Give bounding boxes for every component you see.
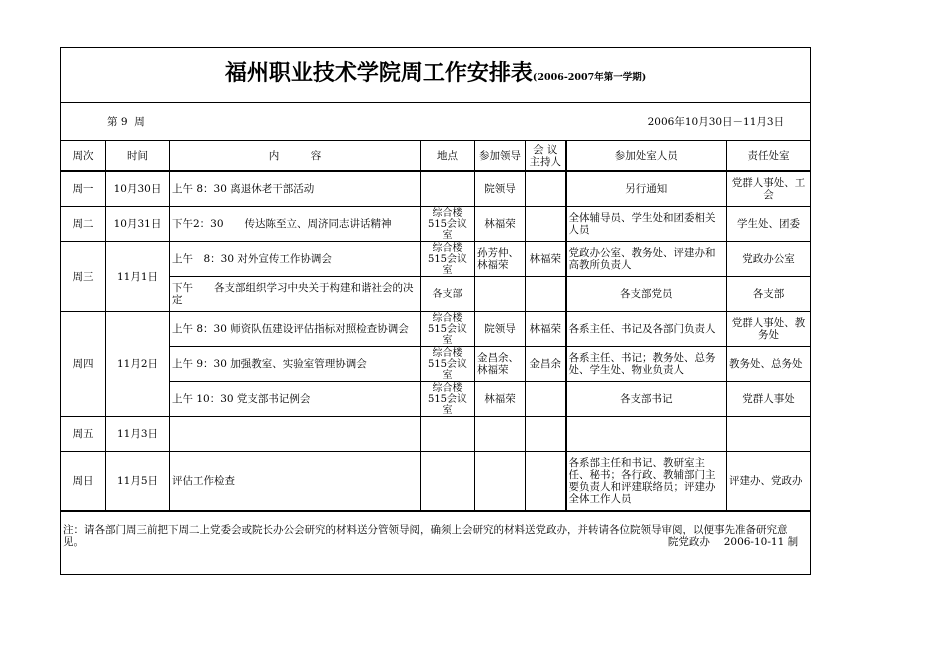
resp-cell: 党群人事处 bbox=[727, 382, 811, 417]
header-row bbox=[61, 141, 811, 172]
date-cell: 11月3日 bbox=[106, 417, 170, 452]
week-info bbox=[61, 103, 811, 141]
table-row bbox=[61, 207, 811, 242]
place-cell bbox=[421, 417, 475, 452]
header-host: 会 议 主持人 bbox=[526, 141, 566, 172]
content-cell: 上午 8：30 师资队伍建设评估指标对照检查协调会 bbox=[170, 312, 421, 347]
date-cell: 11月5日 bbox=[106, 452, 170, 511]
header-time: 时间 bbox=[106, 141, 170, 172]
table-row bbox=[61, 347, 811, 382]
host-cell: 林福荣 bbox=[526, 242, 566, 277]
table-row bbox=[61, 382, 811, 417]
day-cell: 周一 bbox=[61, 171, 106, 207]
week-range: 2006年10月30日－11月3日 bbox=[647, 115, 785, 128]
place-cell: 各支部 bbox=[421, 277, 475, 312]
week-number: 第 9 周 bbox=[107, 115, 145, 128]
content-cell: 下午2：30 传达陈至立、周济同志讲话精神 bbox=[170, 207, 421, 242]
host-cell: 林福荣 bbox=[526, 312, 566, 347]
resp-cell: 教务处、总务处 bbox=[727, 347, 811, 382]
resp-cell: 党政办公室 bbox=[727, 242, 811, 277]
note-signature: 院党政办 2006-10-11 制 bbox=[667, 535, 799, 548]
date-cell: 11月2日 bbox=[106, 312, 170, 417]
resp-cell: 党群人事处、教务处 bbox=[727, 312, 811, 347]
schedule-table bbox=[60, 47, 811, 575]
content-cell: 评估工作检查 bbox=[170, 452, 421, 511]
place-cell: 综合楼515会议室 bbox=[421, 242, 475, 277]
place-cell bbox=[421, 452, 475, 511]
date-cell: 11月1日 bbox=[106, 242, 170, 312]
host-cell bbox=[526, 382, 566, 417]
header-day: 周次 bbox=[61, 141, 106, 172]
day-cell: 周日 bbox=[61, 452, 106, 511]
header-attendees: 参加处室人员 bbox=[566, 141, 727, 172]
attendees-cell: 各支部党员 bbox=[566, 277, 727, 312]
attendees-cell: 各支部书记 bbox=[566, 382, 727, 417]
place-cell: 综合楼515会议室 bbox=[421, 347, 475, 382]
attendees-cell bbox=[566, 417, 727, 452]
attendees-cell: 全体辅导员、学生处和团委相关人员 bbox=[566, 207, 727, 242]
attendees-cell: 各系主任、书记；教务处、总务处、学生处、物业负责人 bbox=[566, 347, 727, 382]
place-cell: 综合楼515会议室 bbox=[421, 207, 475, 242]
leader-cell bbox=[475, 417, 526, 452]
host-cell bbox=[526, 417, 566, 452]
day-cell: 周四 bbox=[61, 312, 106, 417]
place-cell: 综合楼515会议室 bbox=[421, 382, 475, 417]
date-cell: 10月30日 bbox=[106, 171, 170, 207]
leader-cell: 院领导 bbox=[475, 312, 526, 347]
leader-cell: 金昌余、林福荣 bbox=[475, 347, 526, 382]
header-resp: 责任处室 bbox=[727, 141, 811, 172]
day-cell: 周二 bbox=[61, 207, 106, 242]
leader-cell: 孙芳仲、林福荣 bbox=[475, 242, 526, 277]
leader-cell bbox=[475, 452, 526, 511]
attendees-cell: 另行通知 bbox=[566, 171, 727, 207]
content-cell: 下午 各支部组织学习中央关于构建和谐社会的决定 bbox=[170, 277, 421, 312]
place-cell: 综合楼515会议室 bbox=[421, 312, 475, 347]
leader-cell bbox=[475, 277, 526, 312]
content-cell: 上午 8：30 离退休老干部活动 bbox=[170, 171, 421, 207]
resp-cell: 学生处、团委 bbox=[727, 207, 811, 242]
place-cell bbox=[421, 171, 475, 207]
table-row bbox=[61, 312, 811, 347]
table-row bbox=[61, 242, 811, 277]
attendees-cell: 党政办公室、教务处、评建办和高教所负责人 bbox=[566, 242, 727, 277]
resp-cell: 各支部 bbox=[727, 277, 811, 312]
table-row bbox=[61, 171, 811, 207]
date-cell: 10月31日 bbox=[106, 207, 170, 242]
table-row bbox=[61, 417, 811, 452]
day-cell: 周五 bbox=[61, 417, 106, 452]
content-cell bbox=[170, 417, 421, 452]
resp-cell: 党群人事处、工会 bbox=[727, 171, 811, 207]
title-cell bbox=[61, 48, 811, 103]
page-title: 福州职业技术学院周工作安排表 bbox=[224, 59, 533, 86]
header-content: 内 容 bbox=[170, 141, 421, 172]
header-place: 地点 bbox=[421, 141, 475, 172]
content-cell: 上午 10：30 党支部书记例会 bbox=[170, 382, 421, 417]
leader-cell: 林福荣 bbox=[475, 382, 526, 417]
note-text: 注：请各部门周三前把下周二上党委会或院长办公会研究的材料送分管领导阅，确须上会研究的材料送党政办，并转请各位院领导审阅，以便事先准备研究意见。 bbox=[63, 523, 788, 548]
attendees-cell: 各系主任、书记及各部门负责人 bbox=[566, 312, 727, 347]
leader-cell: 林福荣 bbox=[475, 207, 526, 242]
table-row bbox=[61, 277, 811, 312]
content-cell: 上午 8：30 对外宣传工作协调会 bbox=[170, 242, 421, 277]
leader-cell: 院领导 bbox=[475, 171, 526, 207]
host-cell: 金昌余 bbox=[526, 347, 566, 382]
host-cell bbox=[526, 277, 566, 312]
resp-cell: 评建办、党政办 bbox=[727, 452, 811, 511]
attendees-cell: 各系部主任和书记、教研室主任、秘书；各行政、教辅部门主要负责人和评建联络员；评建办全体工作人员 bbox=[566, 452, 727, 511]
table-row bbox=[61, 452, 811, 511]
header-leader: 参加领导 bbox=[475, 141, 526, 172]
note-cell bbox=[61, 511, 811, 575]
host-cell bbox=[526, 452, 566, 511]
day-cell: 周三 bbox=[61, 242, 106, 312]
host-cell bbox=[526, 207, 566, 242]
resp-cell bbox=[727, 417, 811, 452]
term-subtitle: (2006-2007年第一学期) bbox=[532, 71, 647, 83]
host-cell bbox=[526, 171, 566, 207]
content-cell: 上午 9：30 加强教室、实验室管理协调会 bbox=[170, 347, 421, 382]
